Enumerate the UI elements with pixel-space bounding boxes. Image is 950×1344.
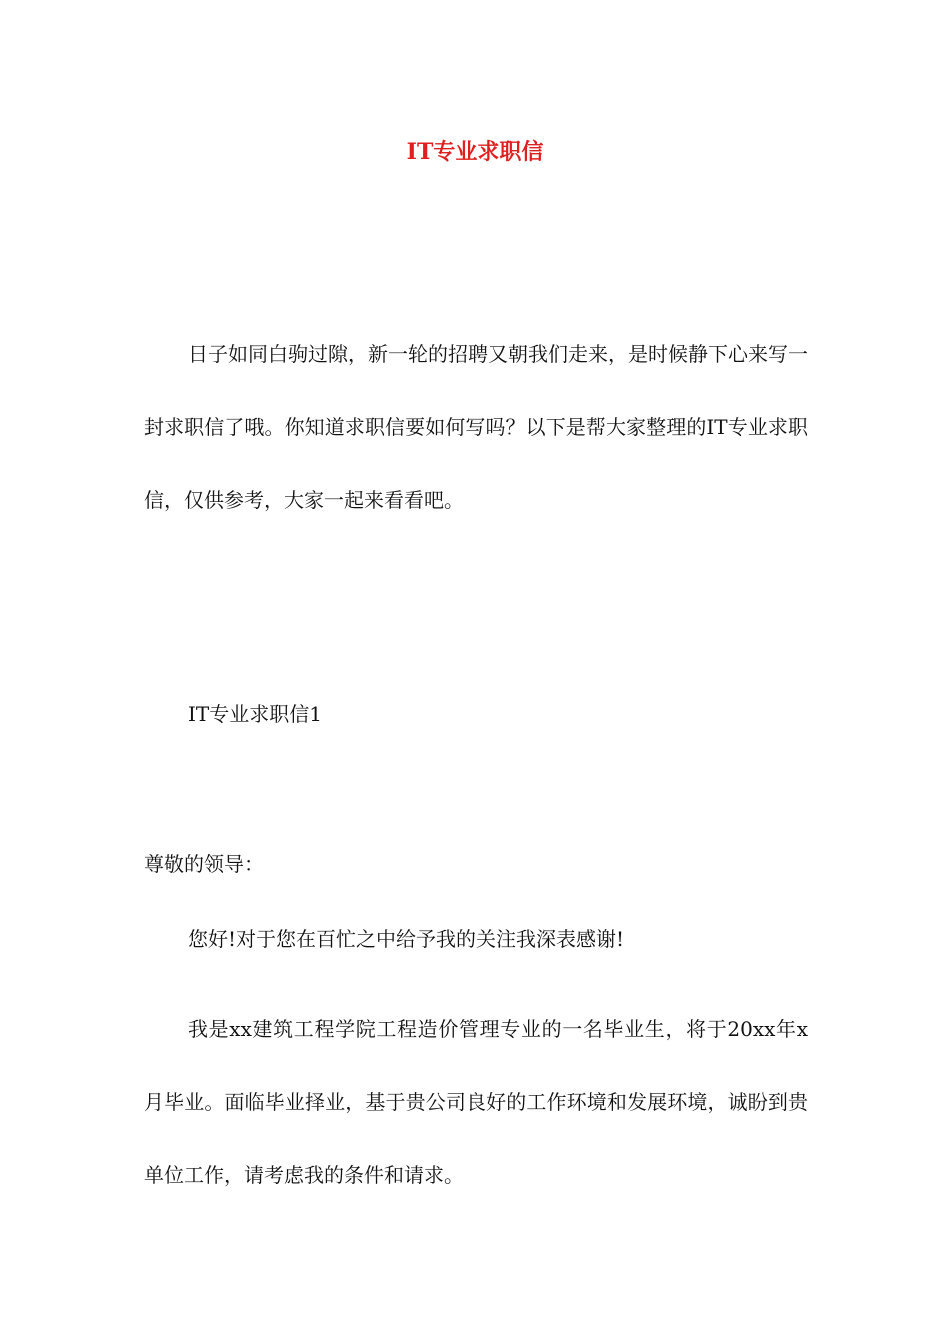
intro-paragraph: 日子如同白驹过隙，新一轮的招聘又朝我们走来，是时候静下心来写一封求职信了哦。你知道求职信要如何写吗？以下是帮大家整理的IT专业求职信，仅供参考，大家一起来看看吧。 <box>144 342 808 512</box>
salutation: 尊敬的领导： <box>144 852 264 876</box>
document-title: IT专业求职信 <box>406 139 544 165</box>
letter-subtitle: IT专业求职信1 <box>188 702 322 726</box>
body-paragraph: 我是xx建筑工程学院工程造价管理专业的一名毕业生，将于20xx年x月毕业。面临毕业择业，基于贵公司良好的工作环境和发展环境，诚盼到贵单位工作，请考虑我的条件和请求。 <box>144 1017 808 1187</box>
greeting-paragraph: 您好!对于您在百忙之中给予我的关注我深表感谢! <box>188 927 625 951</box>
